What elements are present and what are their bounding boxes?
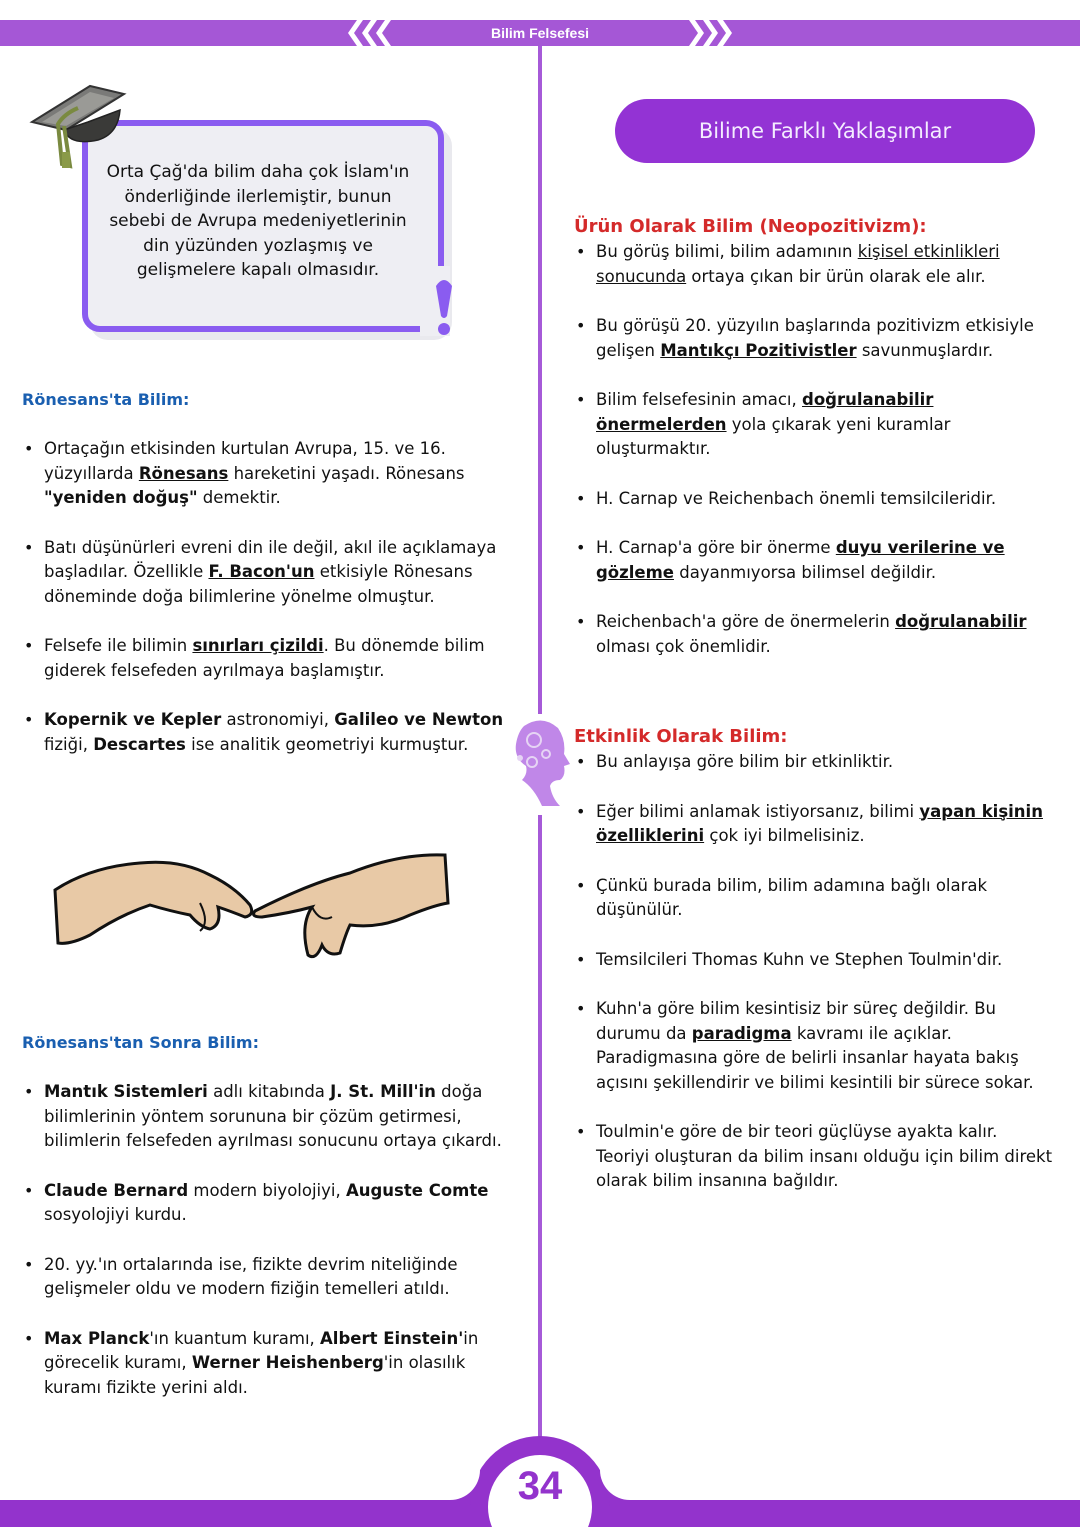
bullet-text-segment: Bu görüş bilimi, bilim adamının	[596, 242, 858, 261]
bullet-text-segment: Ortaçağın etkisinden kurtulan Avrupa, 15. ve 16. yüzyıllarda	[44, 439, 446, 483]
bullet-text-segment: . Bu dönemde bilim giderek felsefeden ayrılmaya başlamıştır.	[44, 636, 485, 680]
bullet-text-segment: Kopernik ve Kepler	[44, 710, 222, 729]
bullet-text-segment: dayanmıyorsa bilimsel değildir.	[673, 562, 937, 582]
bullet-item	[574, 388, 1054, 462]
exclamation-icon	[430, 276, 458, 338]
bullet-text-segment: Mantıkçı Pozitivistler	[660, 340, 857, 360]
page-number: 34	[517, 1464, 563, 1508]
bullet-text-segment: etkisiyle Rönesans döneminde doğa bilimlerine yönelme olmuştur.	[44, 562, 473, 606]
bullet-text-segment: Descartes	[93, 734, 186, 754]
activity-science-list	[574, 750, 1054, 1194]
bullet-item	[574, 874, 1054, 923]
bullet-text-segment: astronomiyi,	[221, 710, 335, 729]
bullet-text-segment: doğrulanabilir	[895, 612, 1027, 631]
bullet-text-segment: "yeniden doğuş"	[44, 488, 198, 507]
bullet-text-segment: duyu verilerine ve gözleme	[596, 538, 1005, 582]
bullet-text-segment: 'in olasılık kuramı fizikte yerini aldı.	[44, 1353, 466, 1397]
callout-line: gelişmelere kapalı olmasıdır.	[136, 260, 380, 280]
renaissance-heading: Rönesans'ta Bilim:	[22, 390, 190, 409]
creation-of-adam-hands-illustration	[50, 845, 450, 970]
bullet-item	[22, 437, 512, 511]
bullet-text-segment: savunmuşlardır.	[856, 340, 994, 360]
bullet-text-segment: Temsilcileri Thomas Kuhn ve Stephen Toulmin'dir.	[596, 949, 1003, 969]
bullet-item	[574, 948, 1054, 973]
bullet-text-segment: H. Carnap'a göre bir önerme	[596, 538, 836, 557]
bullet-text-segment: Max Planck	[44, 1328, 150, 1348]
bullet-item	[574, 240, 1054, 289]
bullet-item	[22, 708, 512, 757]
bullet-text-segment: ise analitik geometriyi kurmuştur.	[185, 734, 469, 754]
bullet-text-segment: adlı kitabında	[207, 1082, 331, 1101]
center-divider-bottom	[538, 815, 542, 1455]
bullet-item	[22, 634, 512, 683]
bullet-item	[574, 997, 1054, 1095]
bullet-text-segment: doğrulanabilir önermelerden	[596, 390, 934, 434]
product-science-list	[574, 240, 1054, 659]
callout-line: önderliğinde ilerlemiştir, bunun	[124, 186, 392, 207]
bullet-text-segment: sosyolojiyi kurdu.	[44, 1205, 187, 1224]
bullet-text-segment: 20. yy.'ın ortalarında ise, fizikte devrim niteliğinde gelişmeler oldu ve modern fiziğin temelleri atıldı.	[44, 1254, 458, 1298]
bullet-item	[22, 1179, 522, 1228]
bullet-text-segment: çok iyi bilmelisiniz.	[704, 826, 865, 845]
bullet-text-segment: kişisel etkinlikleri sonucunda	[596, 242, 1000, 286]
bullet-text-segment: Bu anlayışa göre bilim bir etkinliktir.	[596, 752, 894, 771]
bullet-text-segment: doğa bilimlerinin yöntem sorununa bir çözüm getirmesi, bilimlerin felsefeden ayrılması sonucunu ortaya çıkardı.	[44, 1082, 502, 1150]
bullet-text-segment: Çünkü burada bilim, bilim adamına bağlı olarak düşünülür.	[596, 875, 988, 919]
bullet-text-segment: in görecelik kuramı,	[44, 1328, 479, 1372]
bullet-item	[22, 536, 512, 610]
activity-science-heading: Etkinlik Olarak Bilim:	[574, 726, 788, 747]
center-divider-top	[538, 46, 542, 714]
bullet-item	[574, 1120, 1054, 1194]
bullet-text-segment: Kuhn'a göre bilim kesintisiz bir süreç değildir. Bu durumu da	[596, 999, 996, 1043]
after-renaissance-list	[22, 1080, 522, 1400]
bullet-text-segment: Batı düşünürleri evreni din ile değil, akıl ile açıklamaya başladılar. Özellikle	[44, 537, 497, 581]
header-title-container	[390, 20, 690, 46]
bullet-text-segment: olması çok önemlidir.	[596, 636, 771, 656]
product-science-heading: Ürün Olarak Bilim (Neopozitivizm):	[574, 216, 927, 237]
bullet-text-segment: Felsefe ile bilimin	[44, 636, 193, 655]
bullet-text-segment: Toulmin'e göre de bir teori güçlüyse ayakta kalır. Teoriyi oluşturan da bilim insanı olduğu için bilim direkt olarak bilim insanına bağıldır.	[596, 1122, 1053, 1190]
bullet-text-segment: 'ın kuantum kuramı,	[149, 1328, 321, 1348]
bullet-text-segment: kavramı ile açıklar. Paradigmasına göre de belirli insanlar hayata bakış açısını şekillendirir ve bilimi kesintili bir sürece sokar.	[596, 1023, 1034, 1092]
bullet-text-segment: Reichenbach'a göre de önermelerin	[596, 612, 896, 631]
bullet-text-segment: Auguste Comte	[345, 1180, 489, 1200]
bullet-text-segment: sınırları çizildi	[192, 636, 324, 655]
after-renaissance-heading: Rönesans'tan Sonra Bilim:	[22, 1033, 259, 1052]
bullet-text-segment: ortaya çıkan bir ürün olarak ele alır.	[686, 266, 986, 286]
bullet-item	[22, 1327, 522, 1401]
bullet-text-segment: modern biyolojiyi,	[188, 1180, 346, 1200]
bullet-text-segment: J. St. Mill'in	[330, 1082, 436, 1101]
bullet-item	[574, 610, 1054, 659]
bullet-text-segment: Galileo ve Newton	[334, 710, 504, 729]
bullet-text-segment: paradigma	[691, 1023, 792, 1043]
bullet-text-segment: H. Carnap ve Reichenbach önemli temsilcileridir.	[596, 488, 997, 508]
bullet-text-segment: Werner Heishenberg	[191, 1353, 384, 1372]
bullet-text-segment: F. Bacon'un	[208, 562, 315, 581]
bullet-item	[22, 1253, 522, 1302]
callout-line: Orta Çağ'da bilim daha çok İslam'ın	[106, 162, 410, 182]
callout-line: din yüzünden yozlaşmış ve	[143, 235, 373, 256]
bullet-text-segment: Mantık Sistemleri	[44, 1082, 208, 1101]
bullet-text-segment: Bilim felsefesinin amacı,	[596, 390, 803, 409]
bullet-text-segment: Claude Bernard	[44, 1180, 189, 1200]
bullet-text-segment: Rönesans	[138, 463, 229, 483]
bullet-text-segment: Bu görüşü 20. yüzyılın başlarında pozitivizm etkisiyle gelişen	[596, 316, 1034, 360]
bullet-text-segment: yapan kişinin özelliklerini	[596, 801, 1043, 845]
callout-text	[100, 160, 416, 283]
bullet-item	[574, 487, 1054, 512]
header-title: Bilim Felsefesi	[490, 25, 590, 41]
human-head-mind-icon	[512, 718, 572, 808]
bullet-item	[574, 314, 1054, 363]
bullet-text-segment: Albert Einstein'	[320, 1328, 464, 1348]
bullet-item	[574, 536, 1054, 585]
bullet-text-segment: demektir.	[197, 488, 281, 507]
bullet-item	[574, 750, 1054, 775]
bullet-text-segment: yola çıkarak yeni kuramlar oluşturmaktır.	[596, 414, 951, 458]
renaissance-list	[22, 437, 512, 757]
bullet-text-segment: hareketini yaşadı. Rönesans	[228, 463, 465, 483]
approaches-title-pill: Bilime Farklı Yaklaşımlar	[615, 99, 1035, 163]
bullet-text-segment: Eğer bilimi anlamak istiyorsanız, bilimi	[596, 801, 920, 821]
callout-line: sebebi de Avrupa medeniyetlerinin	[109, 211, 407, 231]
bullet-text-segment: fiziği,	[44, 734, 94, 754]
bullet-item	[574, 800, 1054, 849]
bullet-item	[22, 1080, 522, 1154]
